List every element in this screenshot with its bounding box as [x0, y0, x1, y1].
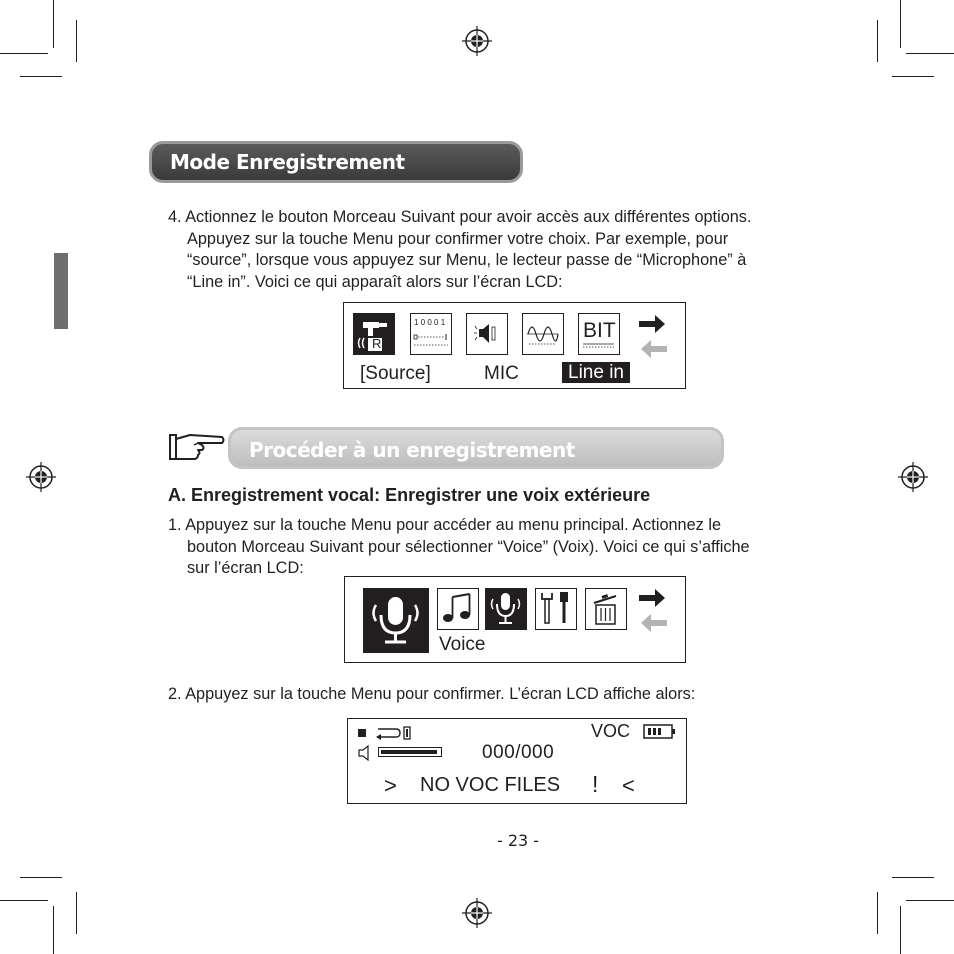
- paragraph-line: 1. Appuyez sur la touche Menu pour accéder au menu principal. Actionnez le: [168, 516, 721, 534]
- volume-bar-fill: [381, 750, 437, 754]
- paragraph-line: sur l’écran LCD:: [187, 559, 304, 577]
- paragraph-line: “Line in”. Voici ce qui apparaît alors sur l’écran LCD:: [187, 272, 563, 291]
- paragraph-line: 4. Actionnez le bouton Morceau Suivant pour avoir accès aux différentes options.: [168, 208, 752, 226]
- section-title: Mode Enregistrement: [170, 150, 405, 174]
- registration-mark-icon: [462, 898, 492, 928]
- crop-mark: [906, 53, 954, 54]
- crop-mark: [76, 20, 77, 62]
- navigation-arrows-icon: [637, 587, 669, 635]
- repeat-icon: [374, 725, 412, 741]
- lcd-file-counter: 000/000: [482, 742, 555, 763]
- section-title: Procéder à un enregistrement: [249, 438, 575, 462]
- voice-mode-icon-large: [363, 588, 429, 653]
- crop-mark: [0, 53, 48, 54]
- settings-mode-icon: [535, 588, 577, 630]
- volume-bar: [378, 747, 442, 757]
- voice-mode-icon: [485, 588, 527, 630]
- crop-mark: [53, 906, 54, 954]
- registration-mark-icon: [26, 462, 56, 492]
- crop-mark: [900, 906, 901, 954]
- mic-input-letter: R: [372, 336, 382, 351]
- registration-mark-icon: [898, 462, 928, 492]
- speaker-volume-icon: [466, 313, 508, 355]
- mic-input-icon: [353, 313, 395, 355]
- lcd-message-right-bracket: <: [622, 773, 635, 798]
- battery-icon: [643, 724, 677, 740]
- paragraph-line: Appuyez sur la touche Menu pour confirmer votre choix. Par exemple, pour: [187, 229, 729, 248]
- step-1-paragraph: [168, 515, 750, 580]
- crop-mark: [20, 76, 62, 77]
- lcd-selected-option: Line in: [562, 362, 630, 383]
- lcd-message-left-bracket: >: [384, 773, 397, 798]
- paragraph-line: “source”, lorsque vous appuyez sur Menu, le lecteur passe de “Microphone” à: [187, 251, 747, 269]
- arrow-right-icon: [639, 315, 665, 333]
- lcd-message: NO VOC FILES: [420, 774, 561, 796]
- arrow-left-icon: [641, 614, 667, 632]
- step-2-paragraph: 2. Appuyez sur la touche Menu pour confirmer. L’écran LCD affiche alors:: [168, 685, 696, 703]
- microphone-small-icon: [486, 589, 525, 628]
- side-thumb-tab: [54, 253, 68, 329]
- step-4-paragraph: [168, 207, 751, 293]
- waveform-icon: [522, 313, 564, 355]
- delete-mode-icon: [585, 588, 627, 630]
- bitrate-icon: [578, 313, 620, 355]
- lcd-source-label: [Source]: [360, 363, 431, 384]
- lcd-voice-label: Voice: [439, 634, 486, 655]
- crop-mark: [877, 20, 878, 62]
- frequency-icon: [410, 313, 452, 355]
- crop-mark: [0, 900, 48, 901]
- crop-mark: [53, 0, 54, 48]
- lcd-mode-label: VOC: [591, 721, 631, 741]
- music-mode-icon: [437, 588, 479, 630]
- arrow-right-icon: [639, 589, 665, 607]
- crop-mark: [20, 877, 62, 878]
- crop-mark: [906, 900, 954, 901]
- registration-mark-icon: [462, 26, 492, 56]
- crop-mark: [900, 0, 901, 48]
- trash-icon: [586, 589, 625, 628]
- frequency-digits: 1 0 0 0 1: [414, 318, 446, 327]
- frequency-scale-icon: [411, 314, 450, 353]
- bitrate-scale-icon: [579, 314, 618, 353]
- lcd-screen-no-files: [347, 718, 687, 804]
- lcd-screen-source: [343, 302, 686, 389]
- crop-mark: [892, 877, 934, 878]
- lcd-message-bang: !: [592, 771, 599, 797]
- microphone-icon: [364, 589, 427, 651]
- bitrate-icon-text: BIT: [583, 319, 616, 342]
- navigation-arrows-icon: [637, 313, 669, 361]
- pointing-hand-icon: [168, 431, 226, 463]
- sine-wave-icon: [523, 314, 562, 353]
- tools-icon: [536, 589, 575, 628]
- subsection-heading: A. Enregistrement vocal: Enregistrer une voix extérieure: [168, 485, 651, 505]
- crop-mark: [892, 76, 934, 77]
- speaker-icon: [467, 314, 506, 353]
- lcd-mic-label: MIC: [484, 363, 519, 384]
- stop-icon: [358, 729, 366, 737]
- page-number: - 23 -: [497, 831, 540, 850]
- crop-mark: [877, 892, 878, 934]
- arrow-left-icon: [641, 340, 667, 358]
- paragraph-line: bouton Morceau Suivant pour sélectionner “Voice” (Voix). Voici ce qui s’affiche: [187, 537, 750, 556]
- music-note-icon: [438, 589, 477, 628]
- volume-icon: [357, 745, 373, 761]
- lcd-screen-voice: [344, 576, 686, 663]
- crop-mark: [76, 892, 77, 934]
